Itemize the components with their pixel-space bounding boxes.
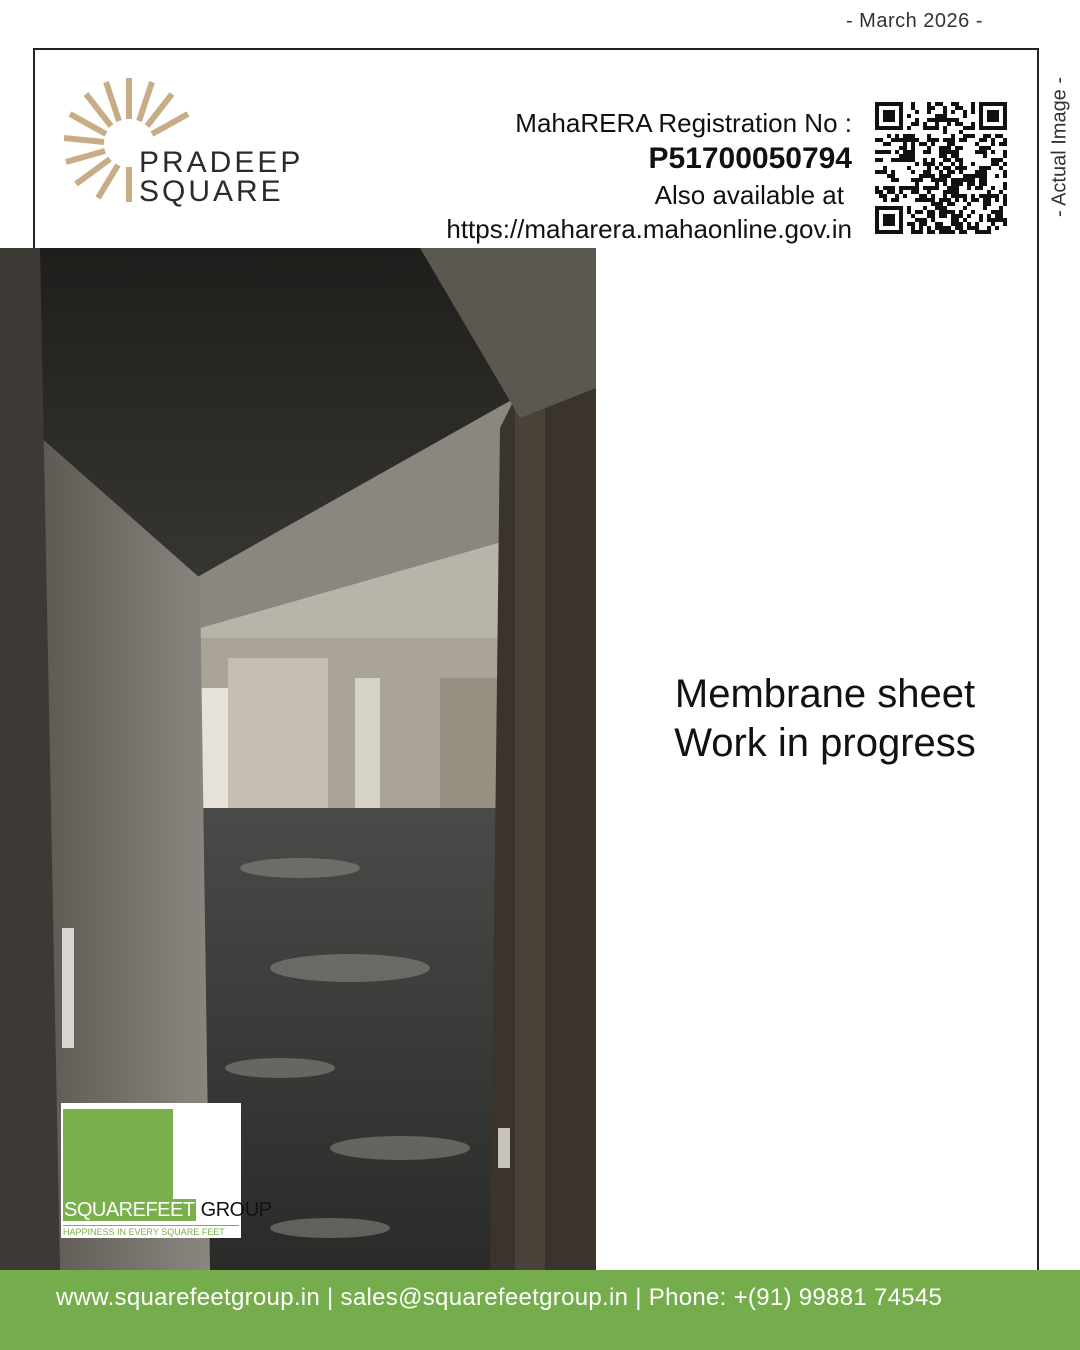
pradeep-square-logo: [64, 76, 324, 206]
company-name-part1: SQUAREFEET: [64, 1199, 195, 1221]
caption-line1: Membrane sheet: [674, 672, 976, 716]
footer-bar: [0, 1270, 1080, 1350]
company-name-part2: GROUP: [195, 1199, 272, 1221]
company-name: [63, 1199, 271, 1222]
caption: [620, 670, 1030, 768]
actual-image-text: - Actual Image -: [1048, 76, 1071, 218]
qr-code-icon[interactable]: [875, 102, 1007, 234]
squarefeet-group-logo: [61, 1103, 272, 1238]
footer-contact[interactable]: www.squarefeetgroup.in | sales@squarefeetgroup.in | Phone: +(91) 99881 74545: [56, 1284, 943, 1311]
rera-number: P51700050794: [648, 142, 852, 175]
date-label: - March 2026 -: [845, 10, 983, 32]
logo-green-square: [63, 1109, 173, 1201]
logo-text-line1: PRADEEP: [139, 146, 304, 179]
rera-also-available: Also available at: [654, 180, 844, 210]
company-tagline: HAPPINESS IN EVERY SQUARE FEET: [63, 1225, 239, 1237]
caption-line2: Work in progress: [674, 721, 976, 765]
rera-info: [446, 106, 852, 246]
rera-label: MahaRERA Registration No :: [515, 108, 852, 138]
logo-text-line2: SQUARE: [139, 175, 284, 208]
rera-url-link[interactable]: https://maharera.mahaonline.gov.in: [446, 214, 852, 244]
actual-image-label: [1046, 62, 1074, 232]
